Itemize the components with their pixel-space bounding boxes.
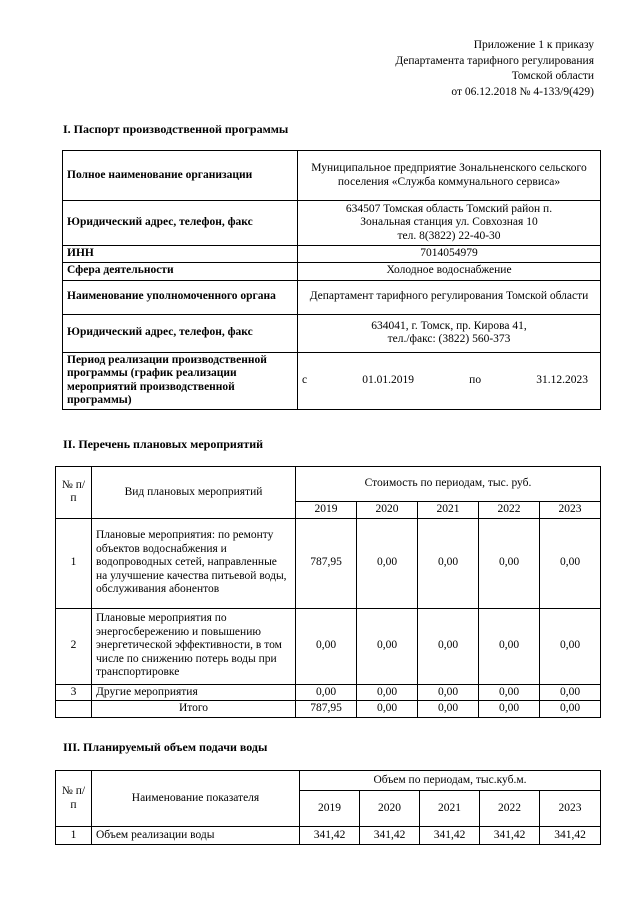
total-num-cell (56, 701, 92, 718)
row-value: 0,00 (296, 608, 357, 684)
row-label: Юридический адрес, телефон, факс (63, 314, 298, 352)
row-value: 0,00 (479, 518, 540, 608)
header-year: 2021 (418, 502, 479, 519)
total-value: 0,00 (418, 701, 479, 718)
passport-table (62, 150, 601, 410)
row-name: Плановые мероприятия: по ремонту объектов водоснабжения и водопроводных сетей, направленные на улучшение качества питьевой воды, обслуживания абонентов (92, 518, 296, 608)
table-row (56, 827, 601, 845)
row-label: Полное наименование организации (63, 151, 298, 201)
row-value: 7014054979 (298, 246, 601, 263)
appendix-line: Департамента тарифного регулирования (395, 54, 594, 67)
header-year: 2020 (360, 791, 420, 827)
table-row (63, 352, 601, 409)
table-row (63, 201, 601, 246)
header-year: 2023 (540, 502, 601, 519)
total-value: 0,00 (357, 701, 418, 718)
row-value: 0,00 (296, 684, 357, 701)
period-from: 01.01.2019 (362, 373, 415, 386)
table-row (56, 684, 601, 701)
row-value: 787,95 (296, 518, 357, 608)
period-to-word: по (469, 373, 482, 386)
period-from-word: с (302, 373, 308, 386)
row-name: Плановые мероприятия по энергосбережению и повышению энергетической эффективности, в том числе по снижению потерь воды при транспортировке (92, 608, 296, 684)
table-row (63, 151, 601, 201)
period-value (298, 352, 601, 409)
row-value: 0,00 (479, 608, 540, 684)
header-num: № п/п (56, 771, 92, 827)
row-num: 1 (56, 827, 92, 845)
row-label: ИНН (63, 246, 298, 263)
header-num: № п/п (56, 467, 92, 519)
table-row (63, 246, 601, 263)
section3-title: III. Планируемый объем подачи воды (63, 740, 268, 754)
header-year: 2021 (420, 791, 480, 827)
row-value: 341,42 (420, 827, 480, 845)
row-value (298, 314, 601, 352)
header-year: 2020 (357, 502, 418, 519)
row-value: 341,42 (480, 827, 540, 845)
row-value: 341,42 (300, 827, 360, 845)
row-num: 2 (56, 608, 92, 684)
row-value: 0,00 (418, 684, 479, 701)
row-value: 0,00 (540, 608, 601, 684)
table-row (63, 280, 601, 314)
row-value: Муниципальное предприятие Зональненского сельского поселения «Служба коммунального сервиса» (298, 151, 601, 201)
row-label: Сфера деятельности (63, 262, 298, 280)
table-row (56, 518, 601, 608)
row-num: 3 (56, 684, 92, 701)
appendix-line: от 06.12.2018 № 4-133/9(429) (451, 85, 594, 98)
row-value: 0,00 (357, 608, 418, 684)
header-year: 2019 (300, 791, 360, 827)
activities-table (55, 466, 601, 718)
table-header-row (56, 771, 601, 791)
header-year: 2022 (479, 502, 540, 519)
total-label: Итого (92, 701, 296, 718)
row-value: Департамент тарифного регулирования Томской области (298, 280, 601, 314)
total-value: 0,00 (479, 701, 540, 718)
row-value: 0,00 (418, 608, 479, 684)
row-value: Холодное водоснабжение (298, 262, 601, 280)
header-name: Вид плановых мероприятий (92, 467, 296, 519)
row-label: Период реализации производственной программы (график реализации мероприятий производственной программы) (63, 352, 298, 409)
table-row (63, 262, 601, 280)
volume-table (55, 770, 601, 845)
header-year: 2022 (480, 791, 540, 827)
value-line: тел./факс: (3822) 560-373 (387, 333, 511, 345)
appendix-line: Приложение 1 к приказу (473, 39, 594, 51)
table-row (63, 314, 601, 352)
row-value: 0,00 (357, 518, 418, 608)
header-cost: Стоимость по периодам, тыс. руб. (296, 467, 601, 502)
row-value: 0,00 (418, 518, 479, 608)
row-name: Объем реализации воды (92, 827, 300, 845)
section1-title: I. Паспорт производственной программы (63, 122, 289, 136)
period-to: 31.12.2023 (536, 373, 588, 386)
value-line: Зональная станция ул. Совхозная 10 (360, 216, 538, 229)
appendix-line: Томской области (511, 70, 594, 82)
row-value: 0,00 (357, 684, 418, 701)
header-year: 2019 (296, 502, 357, 519)
total-value: 787,95 (296, 701, 357, 718)
value-line: 634041, г. Томск, пр. Кирова 41, (371, 319, 527, 332)
section2-title: II. Перечень плановых мероприятий (63, 437, 264, 451)
header-year: 2023 (540, 791, 601, 827)
row-value (298, 201, 601, 246)
row-value: 0,00 (540, 684, 601, 701)
table-header-row (56, 467, 601, 502)
total-value: 0,00 (540, 701, 601, 718)
appendix-block (334, 38, 594, 100)
table-total-row (56, 701, 601, 718)
row-value: 341,42 (360, 827, 420, 845)
header-name: Наименование показателя (92, 771, 300, 827)
row-label: Юридический адрес, телефон, факс (63, 201, 298, 246)
row-label: Наименование уполномоченного органа (63, 280, 298, 314)
value-line: 634507 Томская область Томский район п. (345, 202, 553, 215)
row-value: 0,00 (540, 518, 601, 608)
table-row (56, 608, 601, 684)
row-value: 0,00 (479, 684, 540, 701)
header-volume: Объем по периодам, тыс.куб.м. (300, 771, 601, 791)
value-line: тел. 8(3822) 22-40-30 (397, 229, 501, 242)
row-value: 341,42 (540, 827, 601, 845)
row-name: Другие мероприятия (92, 684, 296, 701)
row-num: 1 (56, 518, 92, 608)
